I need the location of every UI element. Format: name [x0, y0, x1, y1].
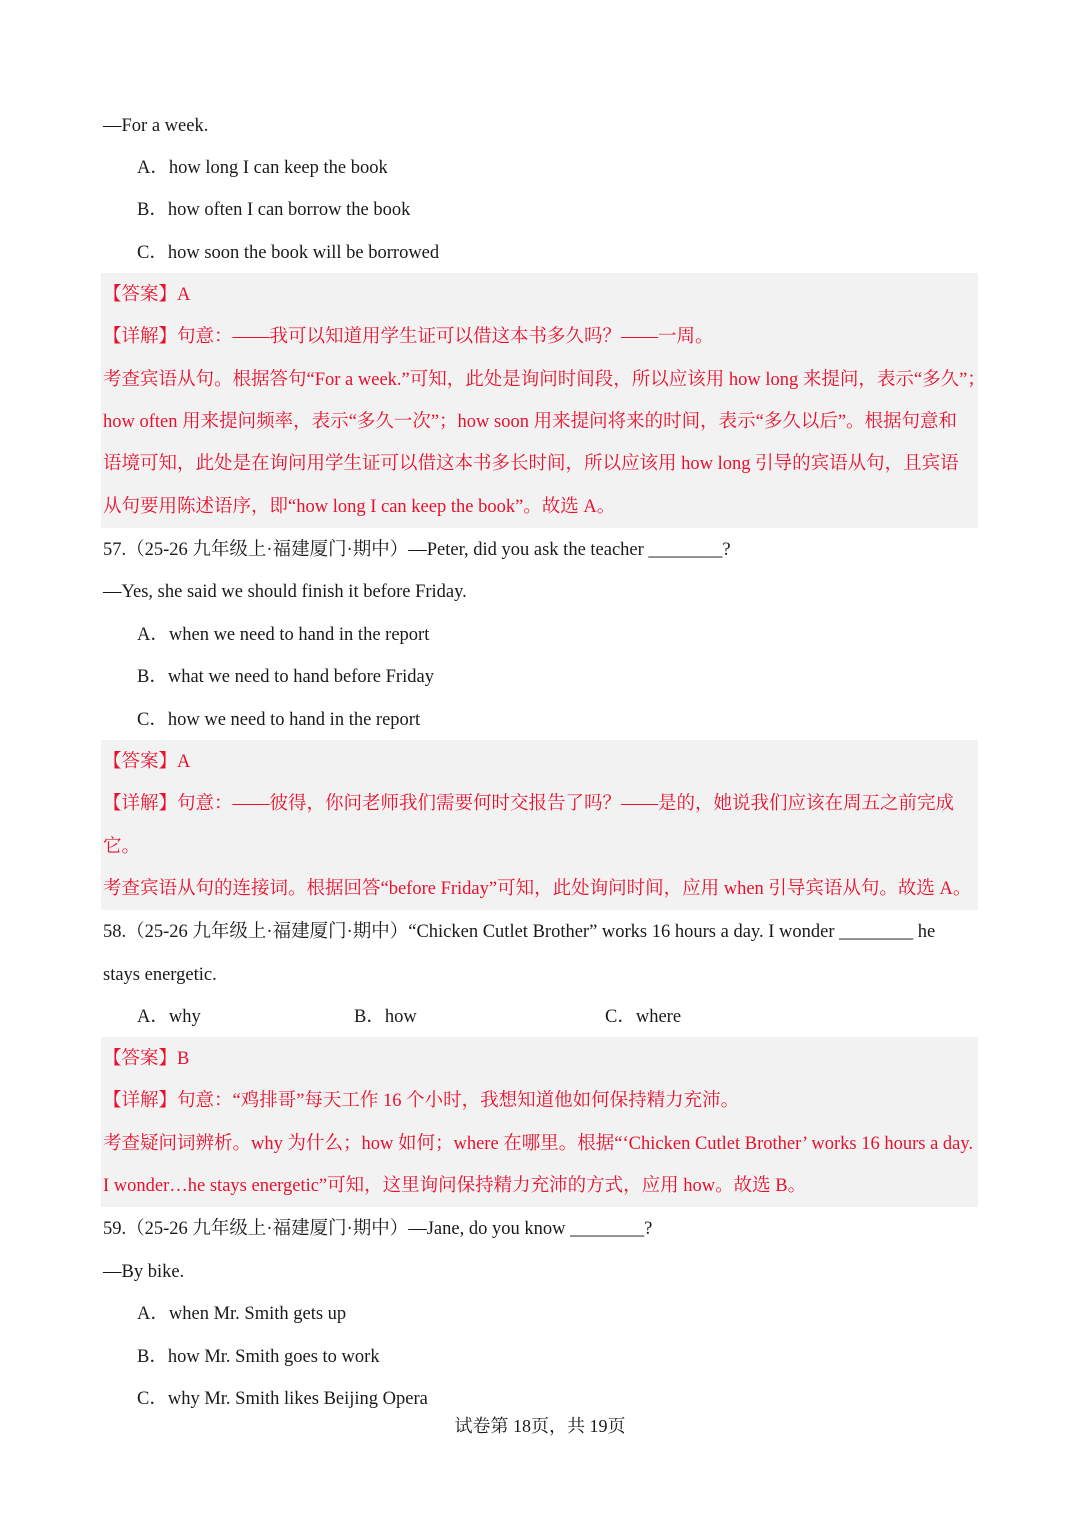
detail-line: 【详解】句意：“鸡排哥”每天工作 16 个小时，我想知道他如何保持精力充沛。 [103, 1091, 740, 1111]
question-stem-continued: stays energetic. [103, 965, 217, 985]
answer-line: —For a week. [103, 116, 209, 136]
option-b: B．how Mr. Smith goes to work [137, 1347, 380, 1367]
option-c: C．how we need to hand in the report [137, 710, 421, 730]
detail-line: 【详解】句意：——我可以知道用学生证可以借这本书多久吗？——一周。 [103, 327, 714, 347]
option-a: A．when Mr. Smith gets up [137, 1304, 347, 1324]
option-a: A．when we need to hand in the report [137, 625, 430, 645]
option-a: A．why [137, 1007, 201, 1027]
question-reply: —By bike. [103, 1262, 185, 1282]
option-a: A．how long I can keep the book [137, 158, 388, 178]
detail-line: 语境可知，此处是在询问用学生证可以借这本书多长时间，所以应该用 how long 引导的宾语从句，且宾语 [103, 454, 959, 474]
detail-line: 【详解】句意：——彼得，你问老师我们需要何时交报告了吗？——是的，她说我们应该在周五之前完成 [103, 794, 955, 814]
option-b: B．how [354, 1007, 417, 1027]
detail-line: 考查疑问词辨析。why 为什么；how 如何；where 在哪里。根据“‘Chicken Cutlet Brother’ works 16 hours a day. [103, 1134, 974, 1154]
answer-box [101, 273, 978, 528]
detail-line: 它。 [103, 837, 141, 857]
detail-line: how often 用来提问频率，表示“多久一次”；how soon 用来提问将来的时间，表示“多久以后”。根据句意和 [103, 412, 958, 432]
detail-line: 考查宾语从句的连接词。根据回答“before Friday”可知，此处询问时间，应用 when 引导宾语从句。故选 A。 [103, 879, 972, 899]
answer-label: 【答案】A [103, 752, 191, 772]
detail-line: I wonder…he stays energetic”可知，这里询问保持精力充沛的方式，应用 how。故选 B。 [103, 1176, 807, 1196]
option-c: C．how soon the book will be borrowed [137, 243, 440, 263]
question-stem: 57.（25-26 九年级上·福建厦门·期中）—Peter, did you ask the teacher ________? [103, 540, 731, 560]
question-reply: —Yes, she said we should finish it before Friday. [103, 582, 467, 602]
page-footer: 试卷第 18页，共 19页 [454, 1416, 626, 1436]
detail-line: 从句要用陈述语序，即“how long I can keep the book”。故选 A。 [103, 497, 616, 517]
detail-line: 考查宾语从句。根据答句“For a week.”可知，此处是询问时间段，所以应该用 how long 来提问，表示“多久”； [103, 370, 986, 390]
option-b: B．what we need to hand before Friday [137, 667, 434, 687]
option-c: C．where [605, 1007, 682, 1027]
option-b: B．how often I can borrow the book [137, 200, 411, 220]
question-stem: 59.（25-26 九年级上·福建厦门·期中）—Jane, do you know ________? [103, 1219, 653, 1239]
answer-label: 【答案】A [103, 285, 191, 305]
answer-label: 【答案】B [103, 1049, 190, 1069]
option-c: C．why Mr. Smith likes Beijing Opera [137, 1389, 428, 1409]
question-stem: 58.（25-26 九年级上·福建厦门·期中）“Chicken Cutlet Brother” works 16 hours a day. I wonder ________ he [103, 922, 936, 942]
